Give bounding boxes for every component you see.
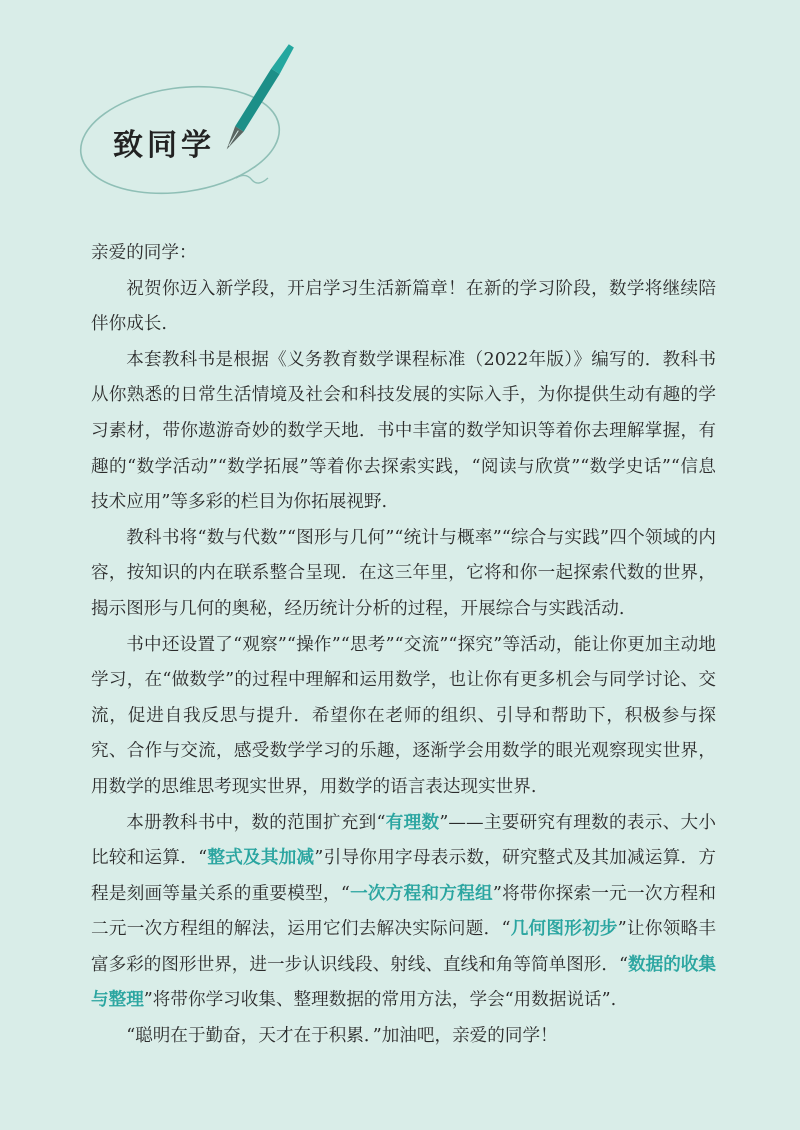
header-decoration [0,0,800,230]
pen-stroke [236,175,268,183]
text-segment: ”将带你探索一元一次方程和二元一次方程组的解法，运用它们去解决实际问题．“ [91,883,716,940]
page-title: 致同学 [113,128,215,163]
highlight-geometry: 几何图形初步 [510,919,618,940]
text-segment: ”——主要研究有理数的表示、大小比较和运算．“ [91,812,716,869]
highlight-rational-numbers: 有理数 [385,812,440,833]
text-segment: ”将带你学习收集、整理数据的常用方法，学会“用数据说话”. [143,990,617,1011]
paragraph-3: 教科书将“数与代数”“图形与几何”“统计与概率”“综合与实践”四个领域的内容，按知识的内在联系整合呈现．在这三年里，它将和你一起探索代数的世界，揭示图形与几何的奥秘，经历统计分析的过程，开展综合与实践活动. [91,527,716,619]
highlight-data-collection: 数据的收集与整理 [91,954,716,1011]
paragraph-4: 书中还设置了“观察”“操作”“思考”“交流”“探究”等活动，能让你更加主动地学习，在“做数学”的过程中理解和运用数学，也让你有更多机会与同学讨论、交流，促进自我反思与提升．希望你在老师的组织、引导和帮助下，积极参与探究、合作与交流，感受数学学习的乐趣，逐渐学会用数学的眼光观察现实世界，用数学的思维思考现实世界，用数学的语言表达现实世界. [91,634,716,797]
highlight-linear-equations: 一次方程和方程组 [349,883,493,904]
text-segment: ”让你领略丰富多彩的图形世界，进一步认识线段、射线、直线和角等简单图形．“ [91,919,716,975]
closing: “聪明在于勤奋，天才在于积累．”加油吧，亲爱的同学！ [126,1026,558,1047]
highlight-polynomials: 整式及其加减 [207,848,315,869]
paragraph-5 [91,806,716,1020]
paragraph-1: 祝贺你迈入新学段，开启学习生活新篇章！在新的学习阶段，数学将继续陪伴你成长. [91,278,716,335]
header [0,0,800,230]
paragraph-2: 本套教科书是根据《义务教育数学课程标准（2022年版）》编写的．教科书从你熟悉的日常生活情境及社会和科技发展的实际入手，为你提供生动有趣的学习素材，带你遨游奇妙的数学天地．书中丰富的数学知识等着你去理解掌握，有趣的“数学活动”“数学拓展”等着你去探索实践，“阅读与欣赏”“数学史话”“信息技术应用”等多彩的栏目为你拓展视野. [91,349,716,513]
text-segment: ”引导你用字母表示数，研究整式及其加减运算．方程是刻画等量关系的重要模型，“ [91,848,716,904]
fountain-pen-icon [222,43,295,152]
letter-body [91,236,716,1055]
text-segment: 本册教科书中，数的范围扩充到“ [126,812,386,833]
greeting: 亲爱的同学： [91,243,197,263]
